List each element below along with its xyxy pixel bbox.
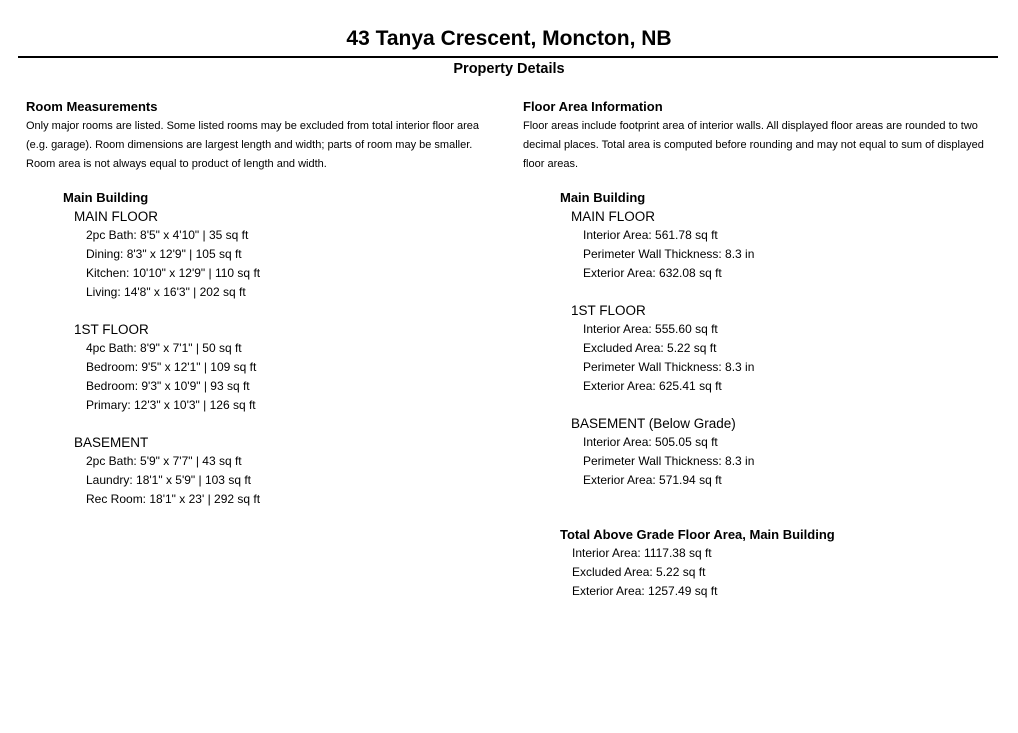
note-line: floor areas. (523, 158, 579, 170)
area-item: Perimeter Wall Thickness: 8.3 in (583, 360, 755, 374)
note-line: decimal places. Total area is computed before rounding and may not equal to sum of displayed (523, 139, 984, 151)
section-heading: Room Measurements (26, 99, 158, 114)
area-item: Exterior Area: 625.41 sq ft (583, 379, 722, 393)
note-line: (e.g. garage). Room dimensions are largest length and width; parts of room may be smaller. (26, 139, 473, 151)
room-item: Bedroom: 9'5" x 12'1" | 109 sq ft (86, 360, 257, 374)
floor-group (74, 433, 496, 509)
room-measurements-section (26, 98, 496, 509)
floor-name: MAIN FLOOR (74, 209, 159, 224)
floor-name: BASEMENT (74, 435, 149, 450)
room-item: Living: 14'8" x 16'3" | 202 sq ft (86, 285, 246, 299)
floor-name: 1ST FLOOR (571, 303, 646, 318)
room-item: Bedroom: 9'3" x 10'9" | 93 sq ft (86, 379, 250, 393)
room-item: Primary: 12'3" x 10'3" | 126 sq ft (86, 398, 256, 412)
floor-name: 1ST FLOOR (74, 322, 149, 337)
room-item: Rec Room: 18'1" x 23' | 292 sq ft (86, 492, 261, 506)
floor-name: MAIN FLOOR (571, 209, 656, 224)
building-heading: Main Building (63, 190, 149, 205)
page-subtitle: Property Details (453, 61, 565, 77)
total-item: Exterior Area: 1257.49 sq ft (572, 584, 718, 598)
floor-name: BASEMENT (Below Grade) (571, 416, 736, 431)
room-item: Laundry: 18'1" x 5'9" | 103 sq ft (86, 473, 251, 487)
section-note (523, 117, 1001, 174)
title-divider (18, 56, 998, 58)
area-item: Interior Area: 505.05 sq ft (583, 435, 718, 449)
floor-group (571, 301, 1001, 396)
room-item: 4pc Bath: 8'9" x 7'1" | 50 sq ft (86, 341, 242, 355)
floor-group (571, 414, 1001, 490)
note-line: Room area is not always equal to product of length and width. (26, 158, 327, 170)
floor-area-section (523, 98, 1001, 601)
note-line: Only major rooms are listed. Some listed rooms may be excluded from total interior floor area (26, 120, 480, 132)
area-item: Excluded Area: 5.22 sq ft (583, 341, 717, 355)
room-item: Dining: 8'3" x 12'9" | 105 sq ft (86, 247, 242, 261)
room-item: Kitchen: 10'10" x 12'9" | 110 sq ft (86, 266, 261, 280)
total-area-group (523, 526, 1001, 601)
area-item: Interior Area: 555.60 sq ft (583, 322, 718, 336)
floor-group (74, 207, 496, 302)
page-title: 43 Tanya Crescent, Moncton, NB (346, 27, 672, 50)
area-item: Exterior Area: 571.94 sq ft (583, 473, 722, 487)
area-item: Perimeter Wall Thickness: 8.3 in (583, 247, 755, 261)
floor-group (571, 207, 1001, 283)
total-item: Interior Area: 1117.38 sq ft (572, 546, 712, 560)
total-item: Excluded Area: 5.22 sq ft (572, 565, 706, 579)
area-item: Perimeter Wall Thickness: 8.3 in (583, 454, 755, 468)
total-heading: Total Above Grade Floor Area, Main Building (560, 527, 835, 542)
area-item: Interior Area: 561.78 sq ft (583, 228, 718, 242)
area-item: Exterior Area: 632.08 sq ft (583, 266, 722, 280)
room-item: 2pc Bath: 5'9" x 7'7" | 43 sq ft (86, 454, 242, 468)
section-note (26, 117, 496, 174)
floor-group (74, 320, 496, 415)
section-heading: Floor Area Information (523, 99, 663, 114)
note-line: Floor areas include footprint area of interior walls. All displayed floor areas are rounded to two (523, 120, 978, 132)
room-item: 2pc Bath: 8'5" x 4'10" | 35 sq ft (86, 228, 249, 242)
building-heading: Main Building (560, 190, 646, 205)
